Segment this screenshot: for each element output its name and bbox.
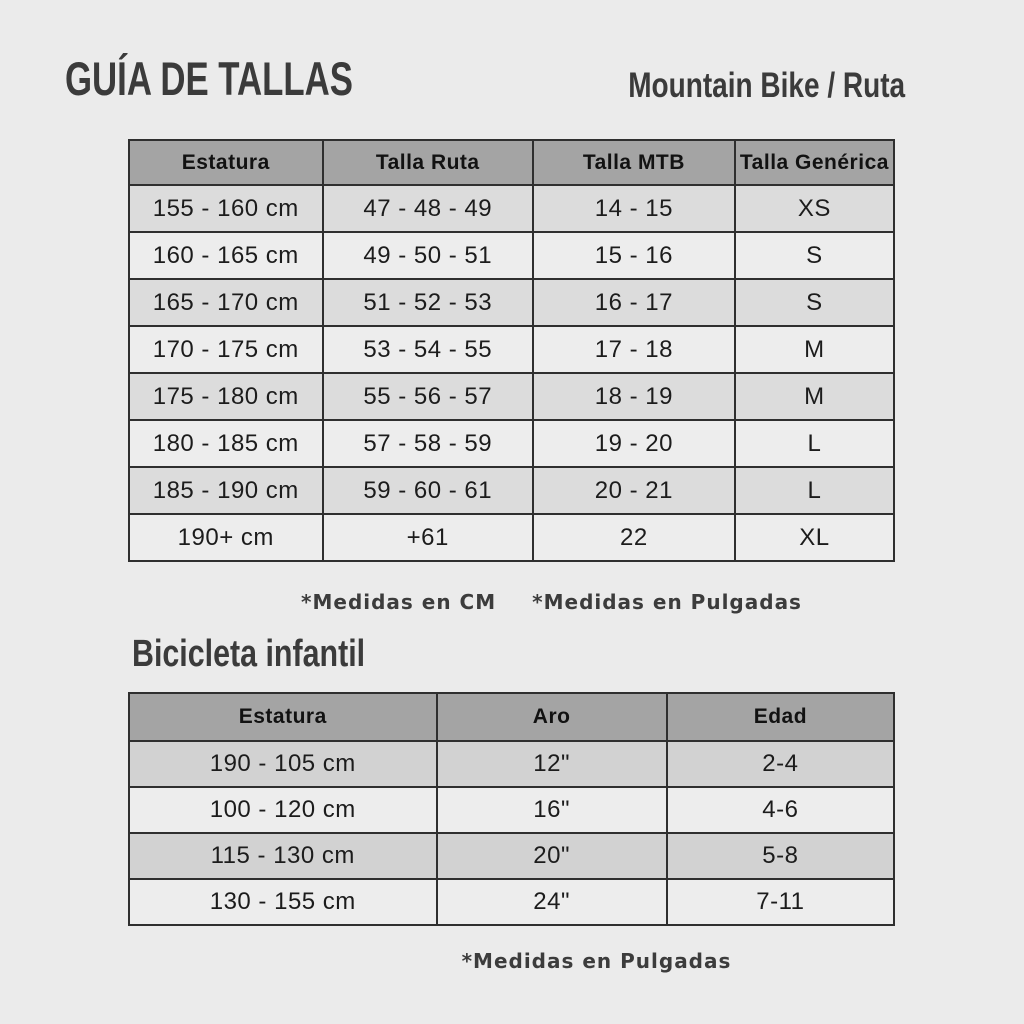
page-subtitle: Mountain Bike / Ruta bbox=[628, 66, 905, 105]
table-cell: S bbox=[735, 279, 894, 326]
table-cell: 18 - 19 bbox=[533, 373, 735, 420]
kids-section-title: Bicicleta infantil bbox=[132, 633, 366, 675]
kids-footnotes bbox=[213, 949, 980, 973]
table-cell: 59 - 60 - 61 bbox=[323, 467, 533, 514]
table-cell: 14 - 15 bbox=[533, 185, 735, 232]
table-cell: 53 - 54 - 55 bbox=[323, 326, 533, 373]
table-cell: 190+ cm bbox=[129, 514, 323, 561]
table-cell: 19 - 20 bbox=[533, 420, 735, 467]
table-cell: 57 - 58 - 59 bbox=[323, 420, 533, 467]
table-cell: +61 bbox=[323, 514, 533, 561]
table-cell: 16 - 17 bbox=[533, 279, 735, 326]
table-cell: 51 - 52 - 53 bbox=[323, 279, 533, 326]
page-header bbox=[65, 52, 905, 106]
table-cell: XS bbox=[735, 185, 894, 232]
table-cell: 17 - 18 bbox=[533, 326, 735, 373]
table-row bbox=[129, 514, 894, 561]
table-cell: 22 bbox=[533, 514, 735, 561]
table-row bbox=[129, 741, 894, 787]
column-header-edad: Edad bbox=[667, 693, 894, 741]
column-header-estatura: Estatura bbox=[129, 693, 437, 741]
column-header-talla-ruta: Talla Ruta bbox=[323, 140, 533, 185]
table-cell: 16" bbox=[437, 787, 667, 833]
footnote-cm: *Medidas en CM bbox=[301, 590, 497, 614]
table-cell: 185 - 190 cm bbox=[129, 467, 323, 514]
column-header-estatura: Estatura bbox=[129, 140, 323, 185]
table-cell: M bbox=[735, 326, 894, 373]
footnote-inches: *Medidas en Pulgadas bbox=[532, 590, 802, 614]
table-cell: 15 - 16 bbox=[533, 232, 735, 279]
table-cell: 12" bbox=[437, 741, 667, 787]
table-cell: 49 - 50 - 51 bbox=[323, 232, 533, 279]
adult-size-table bbox=[128, 139, 895, 562]
table-row bbox=[129, 373, 894, 420]
table-cell: 160 - 165 cm bbox=[129, 232, 323, 279]
table-cell: L bbox=[735, 467, 894, 514]
table-cell: 175 - 180 cm bbox=[129, 373, 323, 420]
table-row bbox=[129, 232, 894, 279]
table-cell: 100 - 120 cm bbox=[129, 787, 437, 833]
table-cell: 7-11 bbox=[667, 879, 894, 925]
table-cell: 20 - 21 bbox=[533, 467, 735, 514]
table-row bbox=[129, 185, 894, 232]
table-cell: 47 - 48 - 49 bbox=[323, 185, 533, 232]
column-header-talla-mtb: Talla MTB bbox=[533, 140, 735, 185]
table-row bbox=[129, 787, 894, 833]
table-cell: 190 - 105 cm bbox=[129, 741, 437, 787]
footnote-inches: *Medidas en Pulgadas bbox=[461, 949, 732, 973]
table-cell: 24" bbox=[437, 879, 667, 925]
table-cell: 165 - 170 cm bbox=[129, 279, 323, 326]
adult-footnotes bbox=[168, 590, 935, 614]
table-row bbox=[129, 879, 894, 925]
table-cell: 130 - 155 cm bbox=[129, 879, 437, 925]
kids-size-table bbox=[128, 692, 895, 926]
table-header-row bbox=[129, 693, 894, 741]
table-cell: 20" bbox=[437, 833, 667, 879]
table-cell: L bbox=[735, 420, 894, 467]
table-row bbox=[129, 420, 894, 467]
table-cell: 170 - 175 cm bbox=[129, 326, 323, 373]
page-title: GUÍA DE TALLAS bbox=[65, 52, 353, 105]
table-cell: 155 - 160 cm bbox=[129, 185, 323, 232]
table-cell: 115 - 130 cm bbox=[129, 833, 437, 879]
table-cell: 180 - 185 cm bbox=[129, 420, 323, 467]
column-header-talla-generica: Talla Genérica bbox=[735, 140, 894, 185]
table-cell: 5-8 bbox=[667, 833, 894, 879]
table-header-row bbox=[129, 140, 894, 185]
table-cell: 55 - 56 - 57 bbox=[323, 373, 533, 420]
column-header-aro: Aro bbox=[437, 693, 667, 741]
table-cell: S bbox=[735, 232, 894, 279]
table-cell: XL bbox=[735, 514, 894, 561]
table-cell: M bbox=[735, 373, 894, 420]
table-row bbox=[129, 279, 894, 326]
table-row bbox=[129, 326, 894, 373]
table-cell: 2-4 bbox=[667, 741, 894, 787]
table-row bbox=[129, 833, 894, 879]
table-cell: 4-6 bbox=[667, 787, 894, 833]
table-row bbox=[129, 467, 894, 514]
